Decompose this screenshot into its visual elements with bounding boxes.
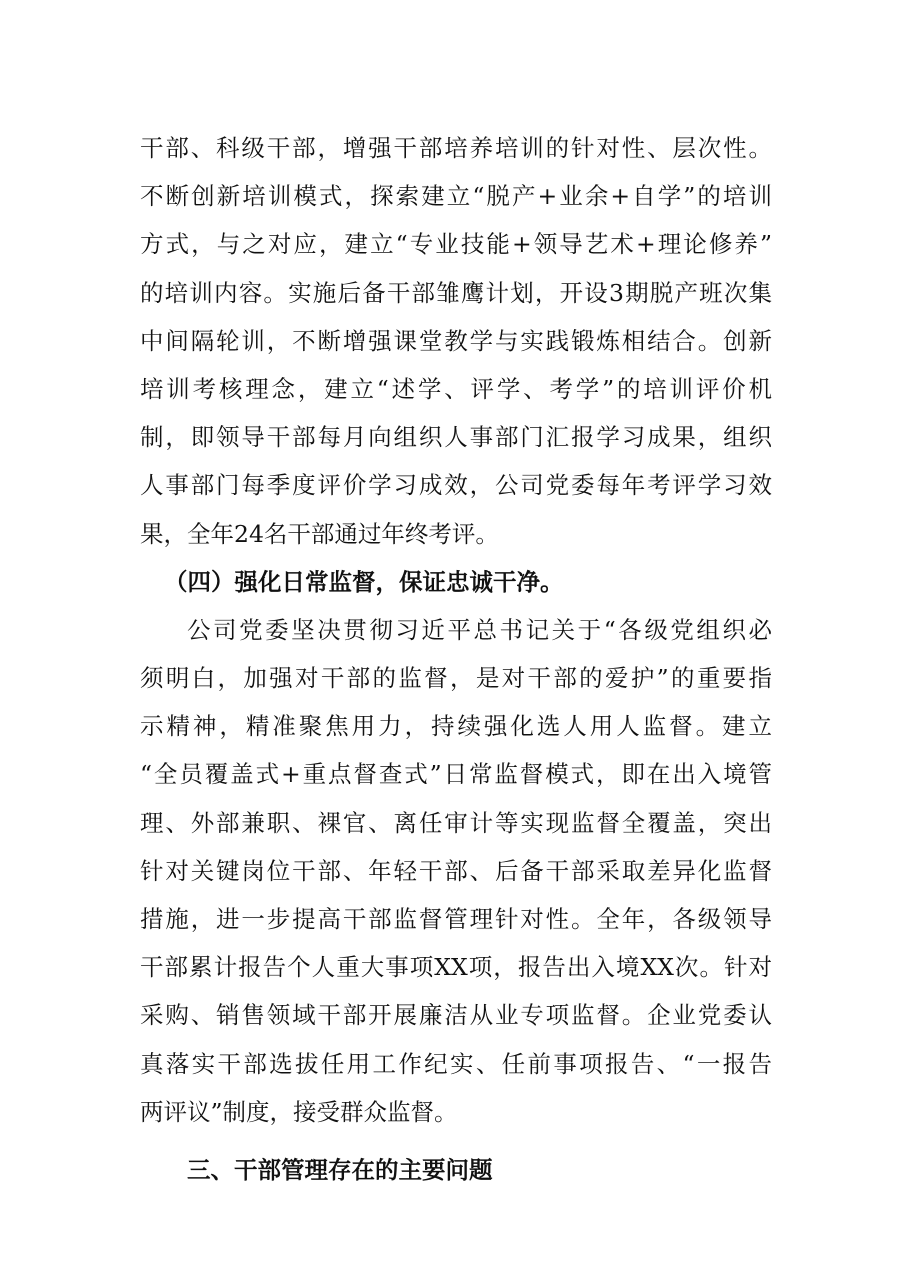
- subheading-supervision: （四）强化日常监督，保证忠诚干净。: [164, 567, 564, 596]
- paragraph-line: 真落实干部选拔任用工作纪实、任前事项报告、“一报告: [140, 1049, 772, 1078]
- paragraph-training: [140, 124, 772, 558]
- paragraph-line: 方式，与之对应，建立“专业技能+领导艺术+理论修养”: [140, 230, 772, 259]
- paragraph-line: 果，全年24名干部通过年终考评。: [140, 519, 499, 548]
- paragraph-line: 制，即领导干部每月向组织人事部门汇报学习成果，组织: [140, 423, 772, 452]
- document-body: [140, 124, 772, 1194]
- paragraph-line: 理、外部兼职、裸官、离任审计等实现监督全覆盖，突出: [140, 808, 772, 837]
- paragraph-line: 干部累计报告个人重大事项XX项，报告出入境XX次。针对: [140, 953, 772, 982]
- paragraph-line: 两评议”制度，接受群众监督。: [140, 1097, 458, 1126]
- section-heading-problems: 三、干部管理存在的主要问题: [187, 1155, 493, 1184]
- paragraph-line: 针对关键岗位干部、年轻干部、后备干部采取差异化监督: [140, 856, 772, 885]
- paragraph-line: 干部、科级干部，增强干部培养培训的针对性、层次性。: [140, 134, 772, 162]
- paragraph-line: 培训考核理念，建立“述学、评学、考学”的培训评价机: [140, 374, 772, 403]
- paragraph-supervision: [140, 606, 772, 1136]
- paragraph-line: 不断创新培训模式，探索建立“脱产+业余+自学”的培训: [140, 182, 772, 211]
- paragraph-line: 人事部门每季度评价学习成效，公司党委每年考评学习效: [140, 471, 772, 500]
- paragraph-line: 公司党委坚决贯彻习近平总书记关于“各级党组织必: [187, 615, 772, 644]
- paragraph-line: 示精神，精准聚焦用力，持续强化选人用人监督。建立: [140, 712, 772, 741]
- paragraph-line: “全员覆盖式+重点督查式”日常监督模式，即在出入境管: [140, 760, 772, 789]
- paragraph-line: 措施，进一步提高干部监督管理针对性。全年，各级领导: [140, 905, 772, 933]
- paragraph-line: 须明白，加强对干部的监督，是对干部的爱护”的重要指: [140, 664, 772, 693]
- paragraph-line: 中间隔轮训，不断增强课堂教学与实践锻炼相结合。创新: [140, 326, 772, 355]
- paragraph-line: 采购、销售领域干部开展廉洁从业专项监督。企业党委认: [140, 1001, 772, 1030]
- paragraph-line: 的培训内容。实施后备干部雏鹰计划，开设3期脱产班次集: [140, 278, 772, 307]
